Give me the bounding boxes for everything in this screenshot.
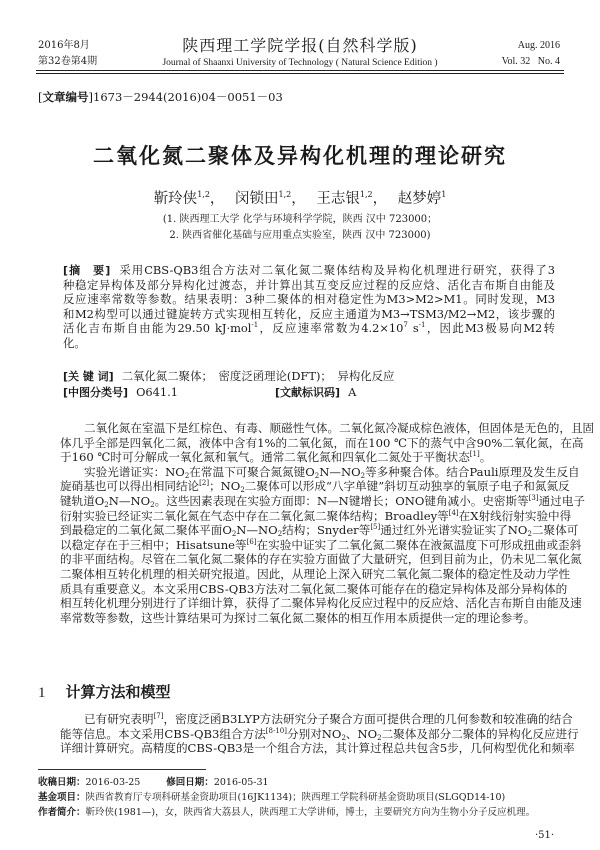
author: 赵梦婷$^1$ xyxy=(397,190,447,207)
text-line: 种稳定异构体及部分异构化过渡态，并计算出其互变反应过程的反应焓、活化吉布斯自由能及 xyxy=(63,277,555,292)
text-line: 质具有重要意义。本文采用CBS-QB3方法对二氧化氮二聚体可能存在的稳定异构体及部分异构体的 xyxy=(60,581,568,596)
superscript: [8-10] xyxy=(265,726,287,735)
header-issue-en: Vol. 32 No. 4 xyxy=(501,56,560,67)
header-rule xyxy=(36,70,564,71)
received-date: 2016-03-25 xyxy=(85,777,141,788)
superscript: -1 xyxy=(251,321,259,330)
author: 王志银$^{1,2}$ xyxy=(316,190,373,207)
text-line: 和M2构型可以通过键旋转方式实现相互转化，反应主通道为M3→TSM3/M2→M2，该步骤的 xyxy=(63,306,555,321)
text-line: 率常数等参数，这些计算结果可为探讨二氧化氮二聚体的相互作用本质提供一定的理论参考。 xyxy=(60,610,536,625)
subscript: 2 xyxy=(527,530,532,539)
text-line: 反应速率常数等参数。结果表明：3种二聚体的相对稳定性为M3>M2>M1。同时发现，M3 xyxy=(63,292,555,307)
subscript: 2 xyxy=(314,471,320,480)
revised-date: 2016-05-31 xyxy=(213,777,269,788)
superscript: [2] xyxy=(199,479,210,488)
article-number-value: 1673－2944(2016)04－0051－03 xyxy=(93,90,283,104)
abstract xyxy=(63,263,555,351)
text-line: 活化吉布斯自由能为29.50 kJ·mol$^{-1}$，反应速率常数为$4.2\times 10^7$ $s^{-1}$，因此M3极易向M2转 xyxy=(63,321,555,336)
superscript: 7 xyxy=(403,321,408,330)
text-line: 以稳定存在于三相中；Hisatsune等[6]在实验中证实了二氧化氮二聚体在液氮温度下可形成扭曲或歪斜 xyxy=(60,537,582,552)
document-id-label: [文献标识码] xyxy=(275,386,341,399)
keywords xyxy=(63,368,394,384)
journal-title-cn: 陕西理工学院学报(自然科学版) xyxy=(182,36,418,55)
abstract-label: [摘 要] xyxy=(63,264,111,277)
classification xyxy=(63,384,178,400)
text-line: 化。 xyxy=(63,335,86,350)
footnote-fund: 基金项目：陕西省教育厅专项科研基金资助项目(16JK1134)；陕西理工学院科研基金资助项目(SLGQD14-10) xyxy=(38,792,506,803)
header-date-en: Aug. 2016 xyxy=(517,40,560,51)
text-line: 实验光谱证实：$NO_2$在常温下可聚合氮氮键$O_2N—NO_2$等多种聚合体。结合Pauli原理及发生反自 xyxy=(84,464,580,480)
subscript: 2 xyxy=(231,530,237,539)
text-line: 体几乎全部是四氧化二氮，液体中含有1%的二氧化氮，而在100 ℃下的蒸气中含90%二氧化氮，在高 xyxy=(60,435,584,450)
header-issue-cn: 第32卷第4期 xyxy=(38,56,98,67)
section-heading xyxy=(38,681,171,702)
text-line: 的非平面结构。尽管在二氧化氮二聚体的存在实验方面做了大量研究，但到目前为止，仍未见二氧化氮 xyxy=(60,552,582,567)
article-number-label: 文章编号 xyxy=(42,90,89,104)
subscript: 2 xyxy=(240,486,245,495)
section-number: 1 xyxy=(38,685,46,701)
affiliation: 2. 陕西省催化基础与应用重点实验室，陕西 汉中 723000) xyxy=(169,230,431,241)
text-line: 详细计算研究。高精度的CBS-QB3是一个组合方法，其计算过程总共包含5步，几何构型优化和频率 xyxy=(60,741,575,756)
footnote-dates: 收稿日期：2016-03-25 修回日期：2016-05-31 xyxy=(38,777,269,788)
classification-value: O641.1 xyxy=(136,385,179,399)
keywords-label: [关 键 词] xyxy=(63,370,114,383)
text-line: 已有研究表明[7]，密度泛函B3LYP方法研究分子聚合方面可提供合理的几何参数和较准确的结合 xyxy=(84,712,573,726)
subscript: 2 xyxy=(277,530,283,539)
journal-title-en: Journal of Shaanxi University of Technology ( Natural Science Edition ) xyxy=(162,58,438,68)
document-id-value: A xyxy=(348,385,357,399)
paper-title: 二氧化氮二聚体及异构化机理的理论研究 xyxy=(93,143,507,168)
text-line: 相互转化机理分别进行了详细计算，获得了二聚体异构化反应过程中的反应焓、活化吉布斯自由能及速 xyxy=(60,596,582,611)
keywords-value: 二氧化氮二聚体； 密度泛函理论(DFT)； 异构化反应 xyxy=(121,369,395,383)
superscript: [4] xyxy=(448,508,459,517)
text-line: 二氧化氮在室温下是红棕色、有毒、顺磁性气体。二氧化氮冷凝成棕色液体，但固体是无色的，且固 xyxy=(84,421,595,435)
subscript: 2 xyxy=(360,471,366,480)
header-rule-thin xyxy=(36,73,564,74)
author: 靳玲侠$^{1,2}$ xyxy=(153,190,210,207)
document-id xyxy=(275,384,356,400)
subscript: 2 xyxy=(150,500,155,509)
section-title: 计算方法和模型 xyxy=(65,683,171,701)
text-line: 于160 ℃时可分解成一氧化氮和氧气。通常二氧化氮和四氧化二氮处于平衡状态[1]。 xyxy=(60,450,492,465)
superscript: [5] xyxy=(370,523,381,532)
page-number: ·51· xyxy=(535,830,555,841)
text-line: [摘 要] 采用CBS-QB3组合方法对二氧化氮二聚体结构及异构化机理进行研究，获得了3 xyxy=(63,263,555,277)
superscript: -1 xyxy=(418,321,426,330)
superscript: [6] xyxy=(246,537,257,546)
footnote-rule xyxy=(38,769,206,770)
author-list: 靳玲侠$^{1,2}$， 闵锁田$^{1,2}$， 王志银$^{1,2}$， 赵梦婷$^1$ xyxy=(153,190,447,207)
text-line: 衍射实验已经证实二氧化氮在气态中存在二氧化氮二聚体结构；Broadley等[4]在X射线衍射实验中得 xyxy=(60,508,572,523)
text-line: 二聚体相互转化机理的相关研究报道。因此，从理论上深入研究二氧化氮二聚体的稳定性及动力学性 xyxy=(60,566,571,581)
affiliation: (1. 陕西理工大学 化学与环境科学学院，陕西 汉中 723000； xyxy=(162,214,438,225)
section-1-body xyxy=(60,712,579,756)
subscript: 2 xyxy=(104,500,109,509)
subscript: 2 xyxy=(341,733,346,742)
author: 闵锁田$^{1,2}$ xyxy=(235,190,292,207)
text-line: 能等信息。本文采用CBS-QB3组合方法[8-10]分别对$NO_2$、$NO_2$二聚体及部分二聚体的异构化反应进行 xyxy=(60,726,579,742)
superscript: [7] xyxy=(153,712,164,720)
footnote-author: 作者简介：靳玲侠(1981—)，女，陕西省大荔县人，陕西理工大学讲师，博士，主要研究方向为生物小分子反应机理。 xyxy=(38,807,536,818)
classification-label: [中图分类号] xyxy=(63,386,129,399)
article-number: [文章编号]1673－2944(2016)04－0051－03 xyxy=(38,90,283,104)
subscript: 2 xyxy=(377,733,382,742)
text-line: 旋硝基也可以得出相同结论[2]；$NO_2$二聚体可以形成“八字单键”斜切互动独享的氧原子电子和氮氮反 xyxy=(60,479,570,495)
superscript: [1] xyxy=(469,450,480,459)
header-right xyxy=(502,38,560,70)
text-line: 键轨道$O_2N—NO_2$。这些因素表现在实验方面即：N—N键增长；ONO键角减小。史密斯等[3]通过电子 xyxy=(60,493,586,509)
subscript: 2 xyxy=(184,471,190,480)
header-date-cn: 2016年8月 xyxy=(38,40,90,51)
introduction xyxy=(60,421,595,625)
superscript: [3] xyxy=(528,493,539,502)
text-line: 到最稳定的二氧化氮二聚体平面$O_2N—NO_2$结构；Snyder等[5]通过红外光谱实验证实了$NO_2$二聚体可 xyxy=(60,523,579,539)
